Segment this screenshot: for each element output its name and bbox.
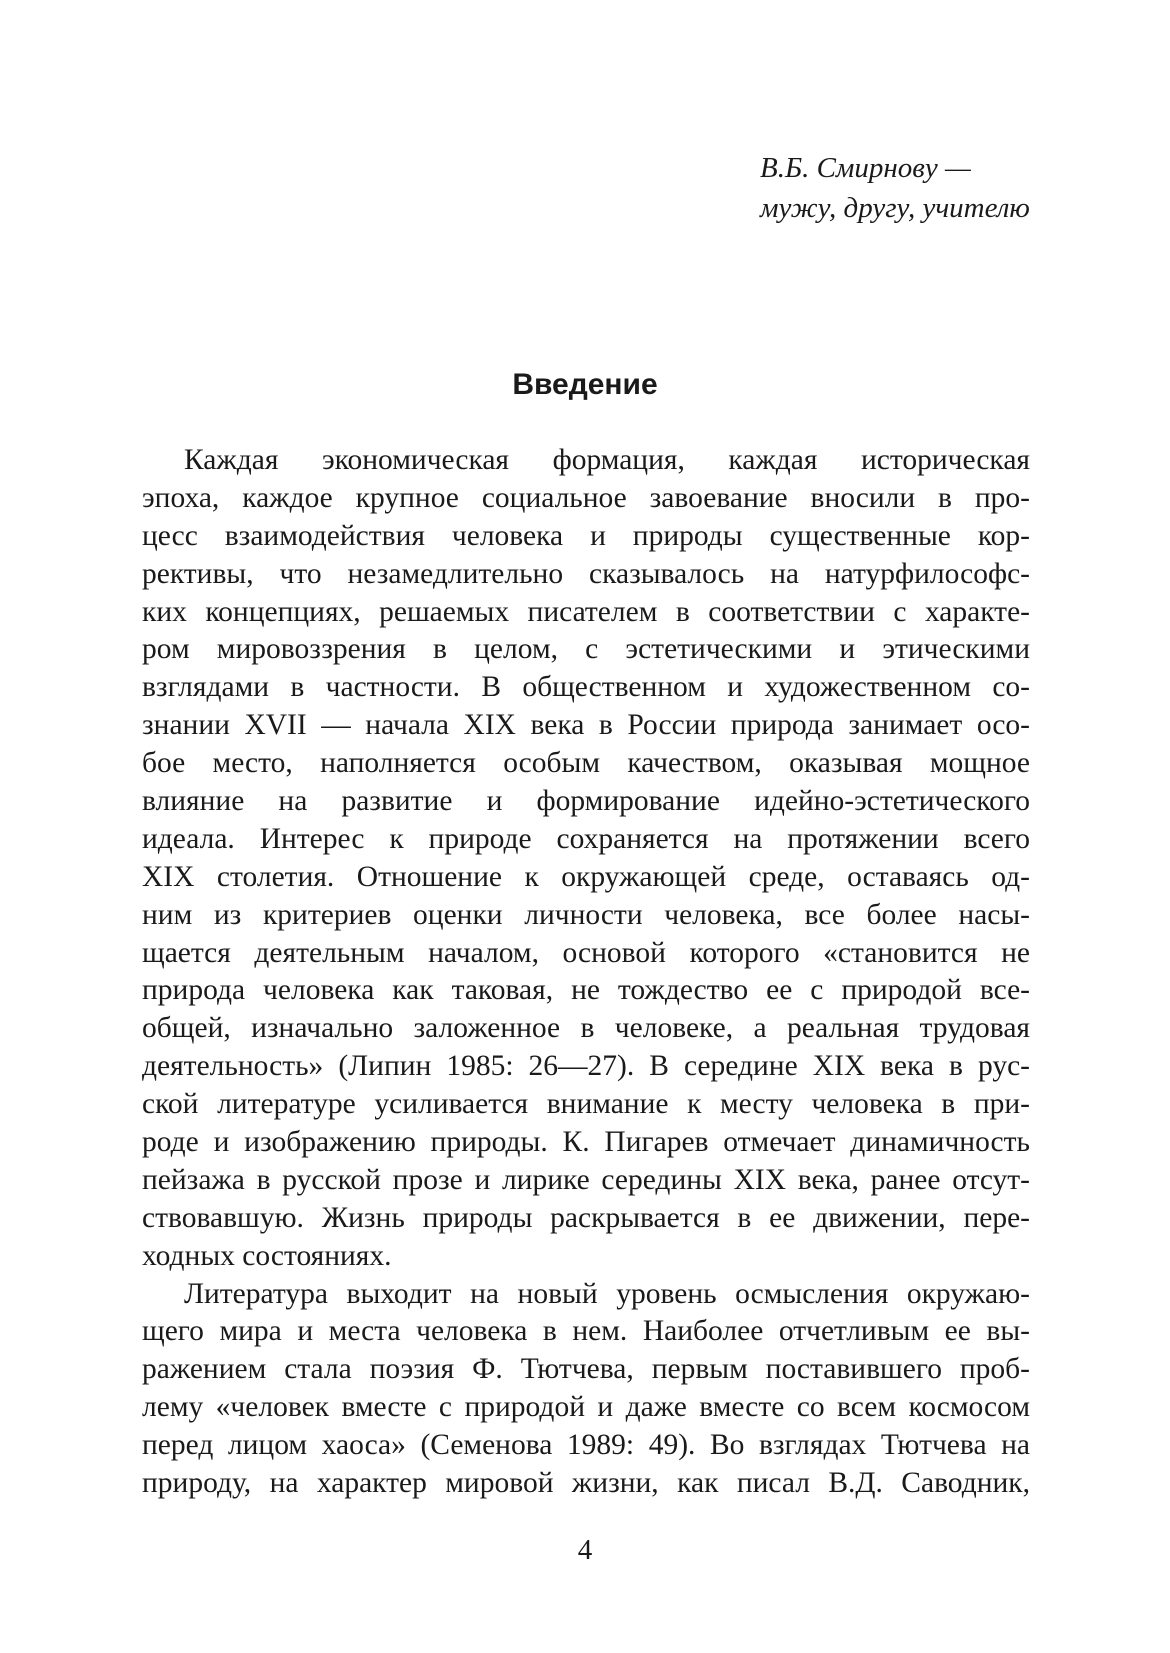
text-line: ких концепциях, решаемых писателем в соответствии с характе- [142,595,1030,628]
text-line: природу, на характер мировой жизни, как писал В.Д. Саводник, [142,1467,1030,1500]
text-line: XIX столетия. Отношение к окружающей среде, оставаясь од- [142,860,1030,893]
text-line: цесс взаимодействия человека и природы существенные кор- [142,519,1030,552]
text-line: ражением стала поэзия Ф. Тютчева, первым поставившего проб- [142,1353,1030,1386]
text-line: рективы, что незамедлительно сказывалось на натурфилософс- [142,557,1030,590]
text-line: ской литературе усиливается внимание к месту человека в при- [142,1088,1030,1121]
text-line: перед лицом хаоса» (Семенова 1989: 49). Во взглядах Тютчева на [142,1429,1030,1462]
text-line: эпоха, каждое крупное социальное завоевание вносили в про- [142,481,1030,514]
text-line: деятельность» (Липин 1985: 26—27). В середине XIX века в рус- [142,1050,1030,1083]
text-line: природа человека как таковая, не тождество ее с природой все- [142,974,1030,1007]
paragraph-1 [142,442,1030,1276]
dedication [760,148,1030,228]
text-line: идеала. Интерес к природе сохраняется на протяжении всего [142,822,1030,855]
dedication-line-1: В.Б. Смирнову — [760,152,971,184]
text-line: щается деятельным началом, основой которого «становится не [142,936,1030,969]
text-line: ствовавшую. Жизнь природы раскрывается в ее движении, пере- [142,1201,1030,1234]
text-line: знании XVII — начала XIX века в России природа занимает осо- [142,709,1030,742]
paragraph-2 [142,1276,1030,1503]
text-line: Каждая экономическая формация, каждая историческая [184,444,1030,476]
dedication-line-2: мужу, другу, учителю [760,192,1030,224]
text-line: ходных состояниях. [142,1239,392,1272]
text-line: роде и изображению природы. К. Пигарев отмечает динамичность [142,1126,1030,1159]
text-line: пейзажа в русской прозе и лирике середины XIX века, ранее отсут- [142,1163,1030,1196]
text-line: бое место, наполняется особым качеством, оказывая мощное [142,747,1030,780]
page-number: 4 [577,1534,593,1566]
text-line: щего мира и места человека в нем. Наиболее отчетливым ее вы- [142,1315,1030,1348]
text-line: ним из критериев оценки личности человека, все более насы- [142,898,1030,931]
chapter-heading: Введение [512,368,658,401]
body-text [142,442,1030,1503]
text-line: взглядами в частности. В общественном и художественном со- [142,671,1030,704]
text-line: общей, изначально заложенное в человеке, а реальная трудовая [142,1012,1030,1045]
text-line: ром мировоззрения в целом, с эстетическими и этическими [142,633,1030,666]
text-line: лему «человек вместе с природой и даже вместе со всем космосом [142,1391,1030,1424]
text-line: Литература выходит на новый уровень осмысления окружаю- [184,1277,1030,1310]
text-line: влияние на развитие и формирование идейно-эстетического [142,785,1030,818]
